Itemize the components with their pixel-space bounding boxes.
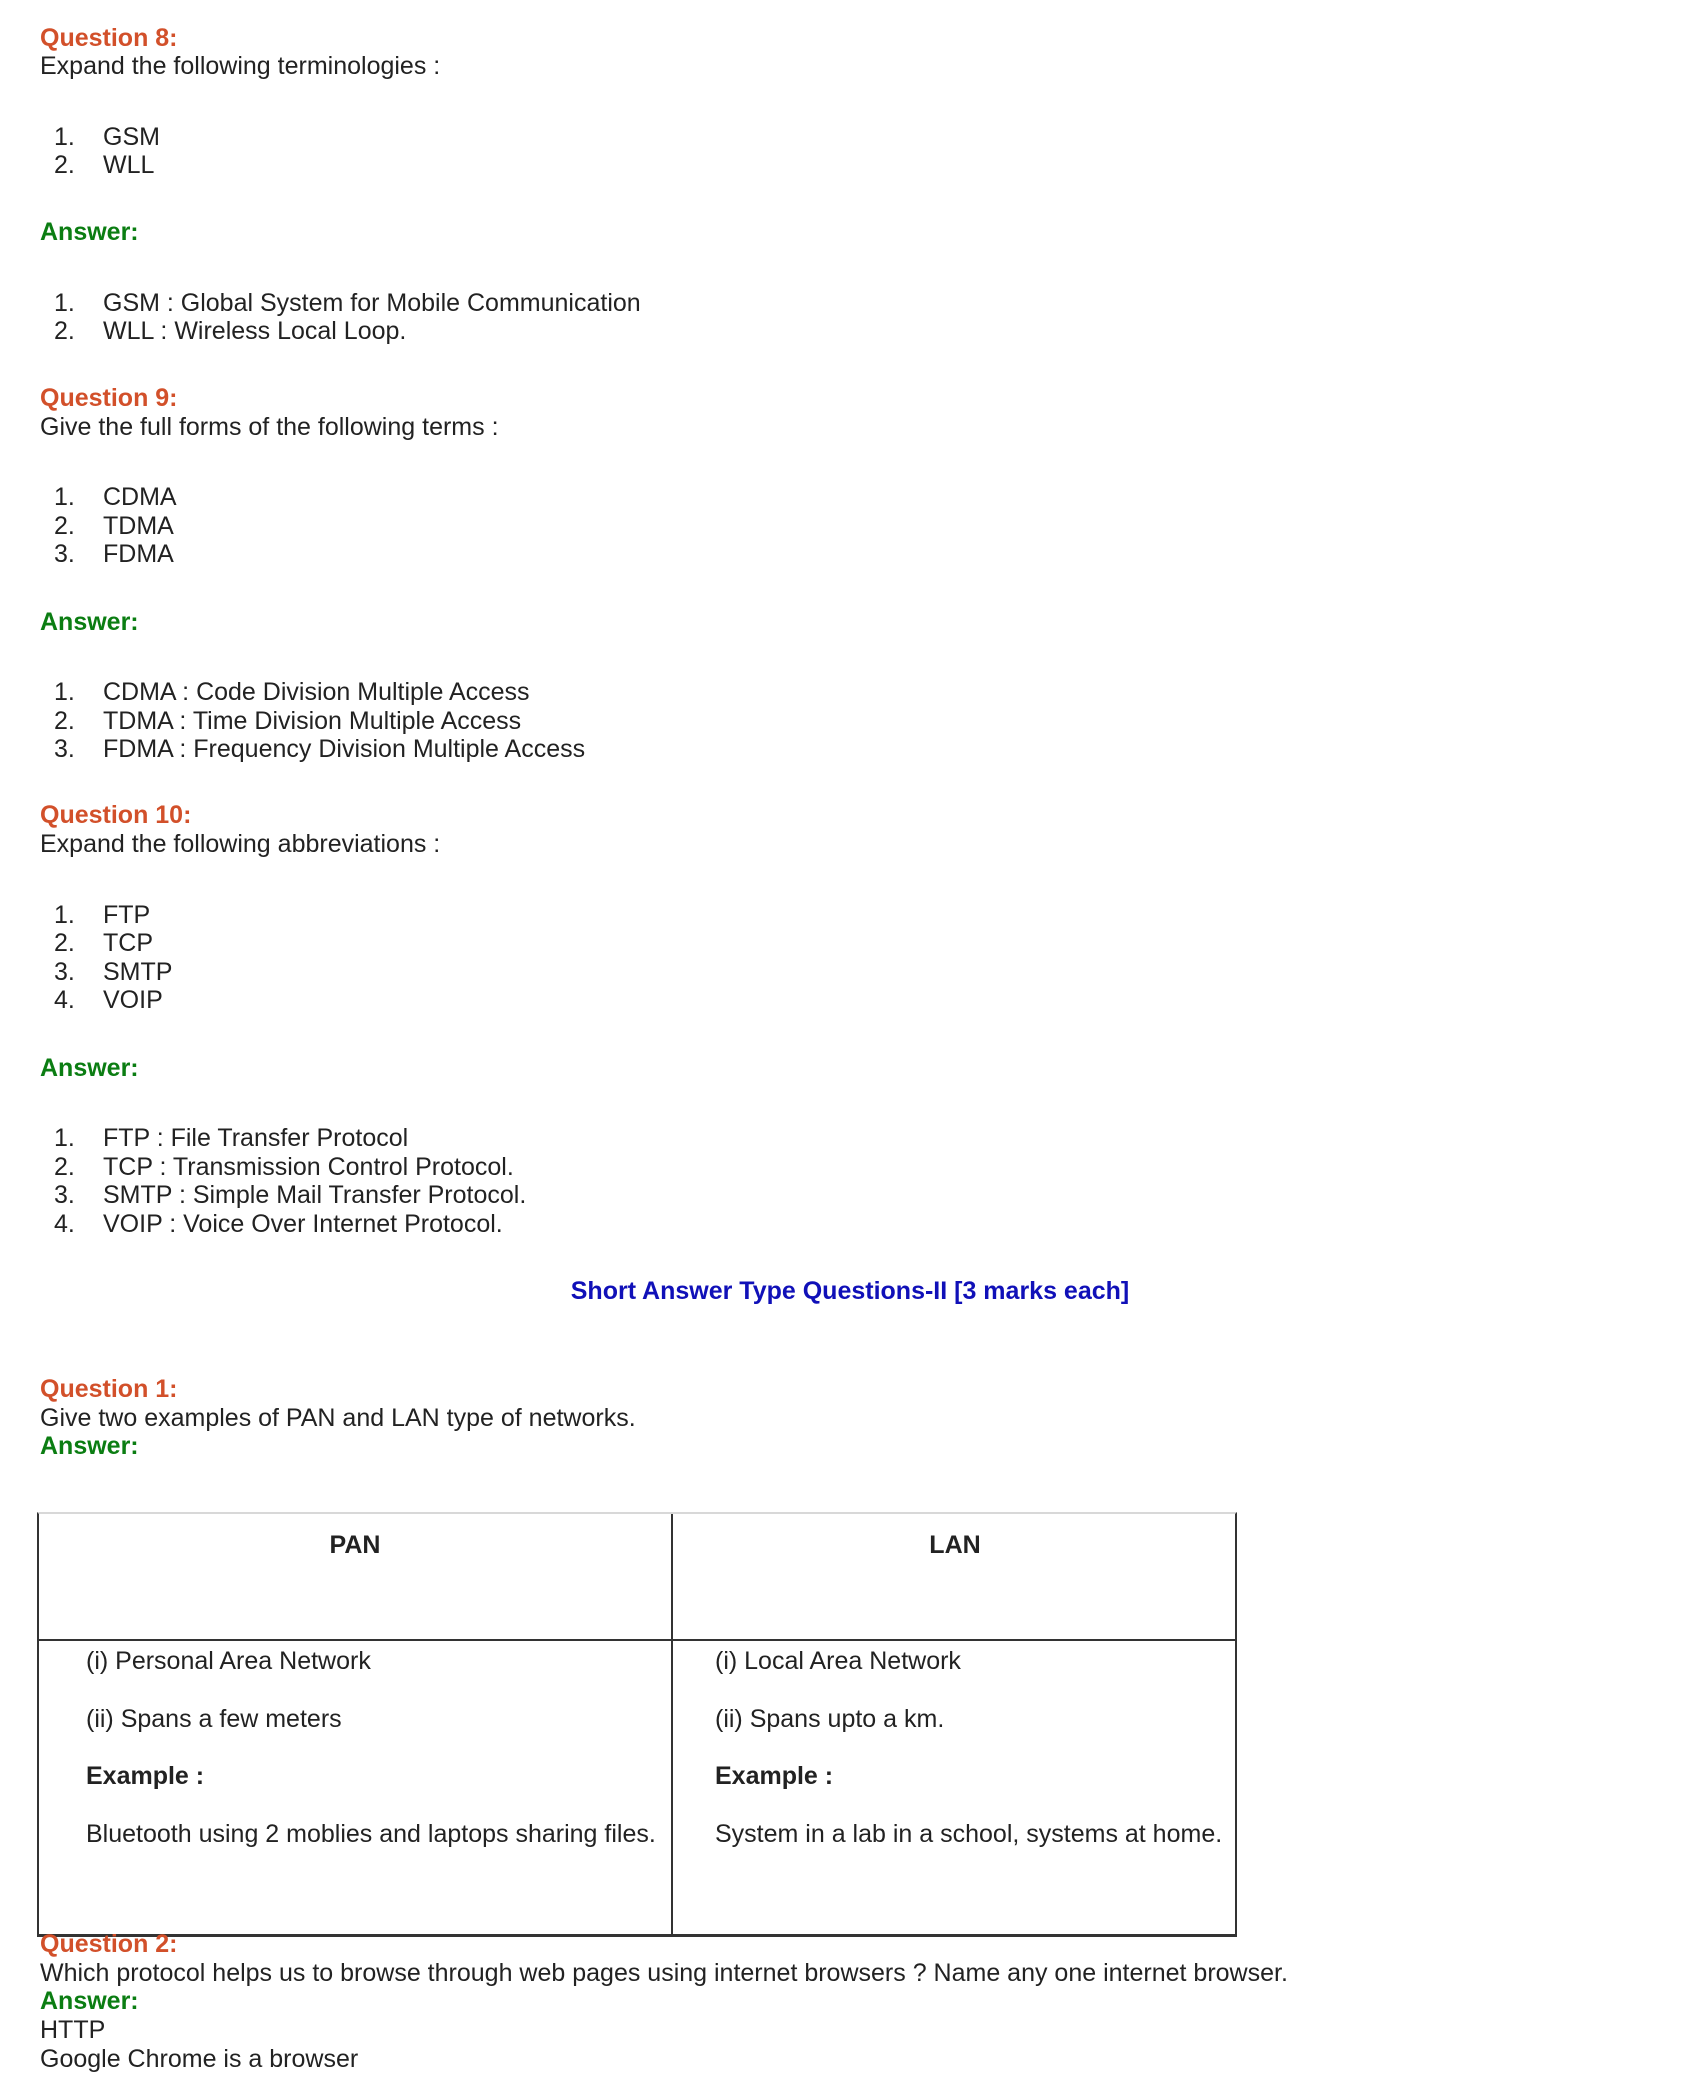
- lan-line-2: (ii) Spans upto a km.: [715, 1705, 945, 1733]
- list-number: 2.: [54, 151, 75, 179]
- lan-example-label: Example :: [715, 1762, 834, 1790]
- list-number: 1.: [54, 678, 75, 706]
- question-8-heading: Question 8:: [40, 24, 178, 52]
- list-item-text: VOIP: [103, 986, 163, 1014]
- list-item-text: FDMA: [103, 540, 174, 568]
- list-item-text: FTP: [103, 901, 151, 929]
- list-number: 1.: [54, 483, 75, 511]
- list-item-text: TCP : Transmission Control Protocol.: [103, 1153, 514, 1181]
- s2-question-1-prompt: Give two examples of PAN and LAN type of networks.: [40, 1404, 636, 1432]
- question-8-prompt: Expand the following terminologies :: [40, 52, 441, 80]
- comparison-table: [37, 1512, 1237, 1937]
- s2-question-2-prompt: Which protocol helps us to browse through web pages using internet browsers ? Name any one internet browser.: [40, 1959, 1288, 1987]
- s2-question-2-answer-line: Google Chrome is a browser: [40, 2045, 359, 2073]
- list-item-text: FDMA : Frequency Division Multiple Access: [103, 735, 586, 763]
- question-9-prompt: Give the full forms of the following terms :: [40, 413, 499, 441]
- list-number: 4.: [54, 986, 75, 1014]
- s2-question-2-heading: Question 2:: [40, 1930, 178, 1958]
- question-9-answer-label: Answer:: [40, 608, 139, 636]
- question-9-heading: Question 9:: [40, 384, 178, 412]
- question-10-answer-label: Answer:: [40, 1054, 139, 1082]
- list-number: 3.: [54, 540, 75, 568]
- list-number: 3.: [54, 1181, 75, 1209]
- list-item-text: GSM: [103, 123, 160, 151]
- list-number: 1.: [54, 1124, 75, 1152]
- list-item-text: CDMA: [103, 483, 177, 511]
- list-item-text: CDMA : Code Division Multiple Access: [103, 678, 530, 706]
- list-item-text: SMTP: [103, 958, 173, 986]
- list-number: 2.: [54, 707, 75, 735]
- list-item-text: TCP: [103, 929, 153, 957]
- list-number: 3.: [54, 958, 75, 986]
- table-column-divider: [671, 1514, 673, 1934]
- list-item-text: SMTP : Simple Mail Transfer Protocol.: [103, 1181, 527, 1209]
- pan-line-1: (i) Personal Area Network: [86, 1647, 371, 1675]
- section-title: Short Answer Type Questions-II [3 marks each]: [570, 1277, 1130, 1305]
- list-item-text: WLL : Wireless Local Loop.: [103, 317, 407, 345]
- lan-line-1: (i) Local Area Network: [715, 1647, 961, 1675]
- list-item-text: TDMA : Time Division Multiple Access: [103, 707, 522, 735]
- table-header-lan: LAN: [929, 1531, 981, 1559]
- list-item-text: GSM : Global System for Mobile Communication: [103, 289, 641, 317]
- list-number: 2.: [54, 1153, 75, 1181]
- list-item-text: WLL: [103, 151, 155, 179]
- lan-example: System in a lab in a school, systems at home.: [715, 1820, 1223, 1848]
- list-number: 2.: [54, 512, 75, 540]
- list-number: 2.: [54, 929, 75, 957]
- table-header-pan: PAN: [329, 1531, 381, 1559]
- pan-line-2: (ii) Spans a few meters: [86, 1705, 342, 1733]
- list-item-text: TDMA: [103, 512, 174, 540]
- list-number: 2.: [54, 317, 75, 345]
- pan-example-label: Example :: [86, 1762, 205, 1790]
- question-10-heading: Question 10:: [40, 801, 192, 829]
- list-item-text: FTP : File Transfer Protocol: [103, 1124, 409, 1152]
- question-8-answer-label: Answer:: [40, 218, 139, 246]
- question-10-prompt: Expand the following abbreviations :: [40, 830, 441, 858]
- list-item-text: VOIP : Voice Over Internet Protocol.: [103, 1210, 503, 1238]
- s2-question-1-answer-label: Answer:: [40, 1432, 139, 1460]
- list-number: 4.: [54, 1210, 75, 1238]
- table-header-divider: [39, 1639, 1235, 1641]
- list-number: 1.: [54, 289, 75, 317]
- list-number: 3.: [54, 735, 75, 763]
- s2-question-1-heading: Question 1:: [40, 1375, 178, 1403]
- pan-example: Bluetooth using 2 moblies and laptops sharing files.: [86, 1820, 656, 1848]
- s2-question-2-answer-label: Answer:: [40, 1987, 139, 2015]
- list-number: 1.: [54, 901, 75, 929]
- list-number: 1.: [54, 123, 75, 151]
- s2-question-2-answer-line: HTTP: [40, 2016, 106, 2044]
